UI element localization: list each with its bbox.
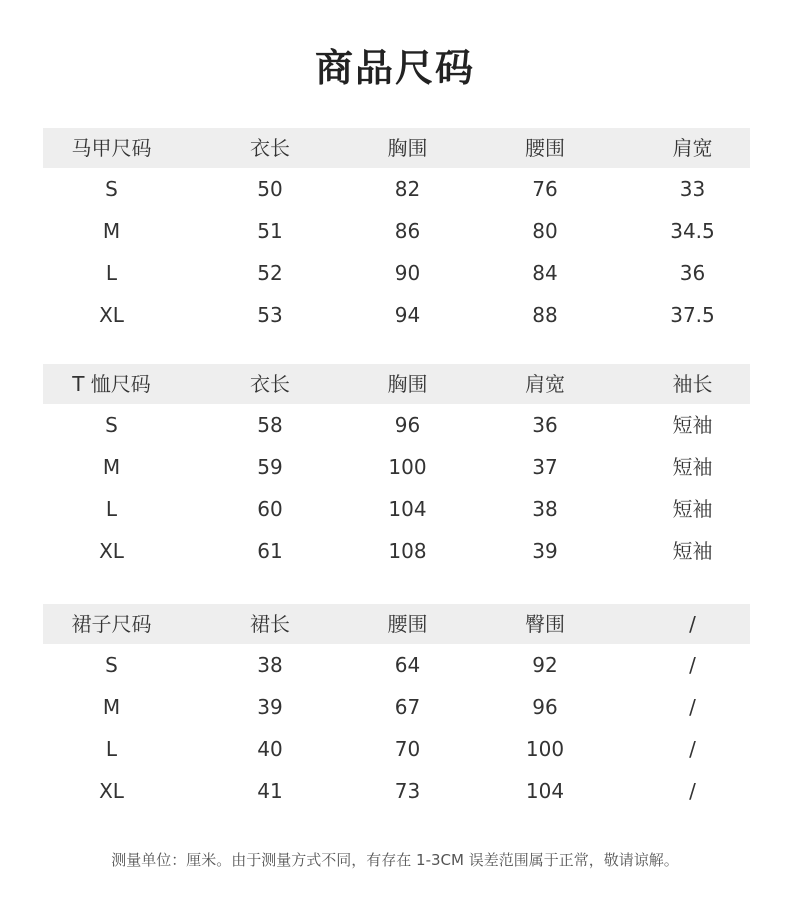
header-cell: 臀围 — [525, 612, 565, 636]
table-row — [43, 488, 750, 530]
table-cell: 82 — [394, 177, 421, 201]
table-cell: 96 — [394, 413, 421, 437]
table-cell: 38 — [532, 497, 558, 521]
table-header-row — [43, 128, 750, 168]
table-row — [43, 210, 750, 252]
table-cell: 51 — [257, 219, 283, 243]
table-row — [43, 252, 750, 294]
table-cell: 70 — [394, 737, 421, 761]
table-row — [43, 530, 750, 572]
table-cell: 短袖 — [672, 539, 713, 563]
table-row — [43, 686, 750, 728]
table-cell: 100 — [525, 737, 565, 761]
header-cell: / — [689, 612, 696, 636]
table-cell: 40 — [257, 737, 283, 761]
table-cell: 短袖 — [672, 455, 713, 479]
page-title: 商品尺码 — [314, 46, 475, 90]
table-cell: 33 — [679, 177, 706, 201]
header-cell: 衣长 — [250, 136, 290, 160]
size-cell: M — [102, 219, 121, 243]
table-cell: 67 — [394, 695, 421, 719]
size-cell: L — [105, 737, 118, 761]
tshirt-size-table — [43, 364, 750, 572]
table-cell: 61 — [257, 539, 283, 563]
header-cell: 胸围 — [387, 372, 428, 396]
table-cell: 41 — [257, 779, 283, 803]
table-cell: 37.5 — [670, 303, 715, 327]
table-row — [43, 770, 750, 812]
table-row — [43, 446, 750, 488]
table-cell: / — [689, 695, 696, 719]
table-cell: / — [689, 779, 696, 803]
table-cell: 39 — [257, 695, 283, 719]
table-cell: 96 — [532, 695, 558, 719]
vest-size-table — [43, 128, 750, 336]
header-cell: 袖长 — [672, 372, 713, 396]
size-cell: XL — [99, 779, 124, 803]
size-cell: XL — [99, 539, 124, 563]
header-cell: 肩宽 — [525, 372, 565, 396]
header-cell: 胸围 — [387, 136, 428, 160]
table-row — [43, 294, 750, 336]
table-cell: 90 — [394, 261, 421, 285]
header-cell: 裙子尺码 — [71, 612, 152, 636]
table-cell: 84 — [532, 261, 558, 285]
size-cell: S — [105, 413, 118, 437]
header-cell: 裙长 — [250, 612, 290, 636]
table-row — [43, 168, 750, 210]
table-cell: 短袖 — [672, 497, 713, 521]
table-cell: 104 — [388, 497, 427, 521]
size-cell: L — [105, 261, 118, 285]
table-cell: 34.5 — [670, 219, 715, 243]
table-cell: 104 — [525, 779, 565, 803]
table-row — [43, 728, 750, 770]
table-cell: 38 — [257, 653, 283, 677]
size-cell: XL — [99, 303, 124, 327]
header-cell: 马甲尺码 — [71, 136, 152, 160]
size-cell: M — [102, 455, 121, 479]
table-cell: 108 — [388, 539, 427, 563]
table-cell: 58 — [257, 413, 283, 437]
table-cell: 50 — [257, 177, 283, 201]
table-cell: 36 — [679, 261, 706, 285]
header-cell: 腰围 — [387, 612, 428, 636]
table-cell: 60 — [257, 497, 283, 521]
table-cell: 64 — [394, 653, 421, 677]
skirt-size-table — [43, 604, 750, 812]
table-cell: 76 — [532, 177, 558, 201]
table-header-row — [43, 364, 750, 404]
table-cell: 86 — [394, 219, 421, 243]
table-cell: 73 — [394, 779, 421, 803]
table-cell: 短袖 — [672, 413, 713, 437]
table-cell: / — [689, 653, 696, 677]
table-cell: 39 — [532, 539, 558, 563]
table-cell: 53 — [257, 303, 283, 327]
header-cell: 腰围 — [525, 136, 565, 160]
table-cell: / — [689, 737, 696, 761]
table-header-row — [43, 604, 750, 644]
table-cell: 94 — [394, 303, 421, 327]
header-cell: T 恤尺码 — [72, 372, 151, 396]
table-row — [43, 404, 750, 446]
table-cell: 80 — [532, 219, 558, 243]
size-cell: S — [105, 177, 118, 201]
header-cell: 肩宽 — [672, 136, 713, 160]
table-cell: 92 — [532, 653, 558, 677]
size-cell: L — [105, 497, 118, 521]
table-cell: 37 — [532, 455, 558, 479]
header-cell: 衣长 — [250, 372, 290, 396]
table-cell: 100 — [388, 455, 427, 479]
size-cell: M — [102, 695, 121, 719]
table-cell: 59 — [257, 455, 283, 479]
size-cell: S — [105, 653, 118, 677]
table-cell: 36 — [532, 413, 558, 437]
table-cell: 88 — [532, 303, 558, 327]
table-row — [43, 644, 750, 686]
measurement-footnote: 测量单位：厘米。由于测量方式不同，有存在 1-3CM 误差范围属于正常，敬请谅解。 — [111, 851, 679, 869]
table-cell: 52 — [257, 261, 283, 285]
